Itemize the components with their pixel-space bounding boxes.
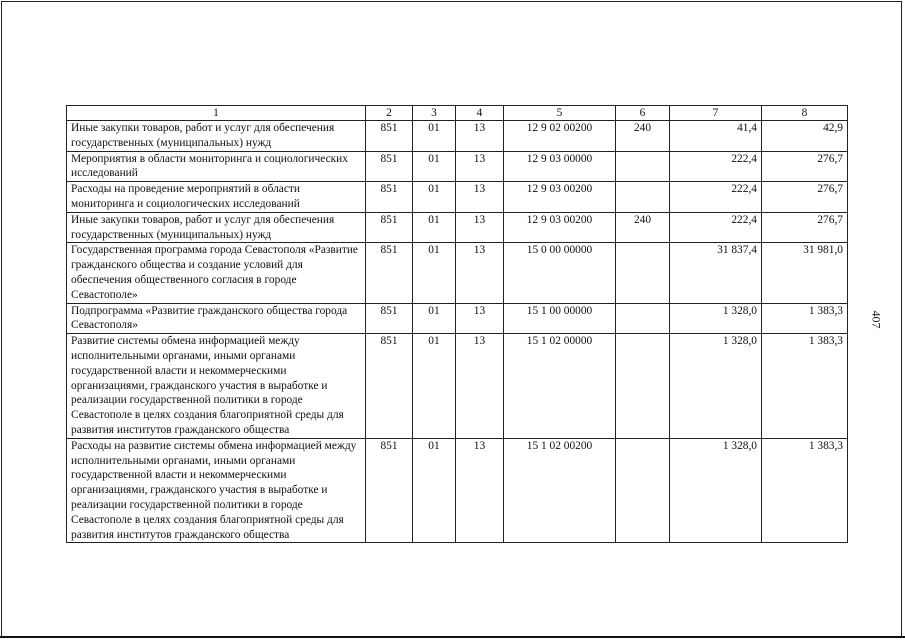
expense-name: Расходы на проведение мероприятий в области мониторинга и социологических исследований: [67, 182, 366, 213]
table-row: [67, 151, 848, 182]
amount-col-7: 222,4: [670, 212, 762, 243]
expense-type-code: [616, 438, 670, 543]
subsection-code: 13: [456, 438, 504, 543]
amount-col-8: 1 383,3: [762, 303, 848, 334]
expense-type-code: [616, 243, 670, 303]
amount-col-8: 276,7: [762, 212, 848, 243]
ministry-code: 851: [366, 151, 413, 182]
table-row: [67, 212, 848, 243]
column-header: 2: [366, 106, 413, 121]
amount-col-8: 276,7: [762, 151, 848, 182]
expense-name: Подпрограмма «Развитие гражданского общества города Севастополя»: [67, 303, 366, 334]
column-header: 4: [456, 106, 504, 121]
amount-col-8: 1 383,3: [762, 334, 848, 439]
subsection-code: 13: [456, 212, 504, 243]
expense-name: Иные закупки товаров, работ и услуг для обеспечения государственных (муниципальных) нужд: [67, 212, 366, 243]
column-header: 7: [670, 106, 762, 121]
ministry-code: 851: [366, 212, 413, 243]
ministry-code: 851: [366, 243, 413, 303]
section-code: 01: [413, 334, 456, 439]
column-header: 6: [616, 106, 670, 121]
section-code: 01: [413, 151, 456, 182]
ministry-code: 851: [366, 438, 413, 543]
target-article-code: 15 1 02 00000: [504, 334, 616, 439]
target-article-code: 15 1 02 00200: [504, 438, 616, 543]
table-row: [67, 121, 848, 152]
subsection-code: 13: [456, 334, 504, 439]
target-article-code: 12 9 02 00200: [504, 121, 616, 152]
amount-col-7: 1 328,0: [670, 334, 762, 439]
amount-col-7: 222,4: [670, 151, 762, 182]
expense-type-code: 240: [616, 121, 670, 152]
amount-col-7: 41,4: [670, 121, 762, 152]
target-article-code: 12 9 03 00200: [504, 182, 616, 213]
column-header: 3: [413, 106, 456, 121]
page-number: 407: [869, 310, 884, 329]
subsection-code: 13: [456, 151, 504, 182]
amount-col-7: 1 328,0: [670, 438, 762, 543]
table-row: [67, 303, 848, 334]
amount-col-8: 1 383,3: [762, 438, 848, 543]
target-article-code: 15 0 00 00000: [504, 243, 616, 303]
page-bottom-edge: [0, 636, 905, 638]
expense-name: Мероприятия в области мониторинга и социологических исследований: [67, 151, 366, 182]
table-row: [67, 243, 848, 303]
column-header: 8: [762, 106, 848, 121]
table-row: [67, 182, 848, 213]
expense-name: Иные закупки товаров, работ и услуг для обеспечения государственных (муниципальных) нужд: [67, 121, 366, 152]
section-code: 01: [413, 212, 456, 243]
table-row: [67, 438, 848, 543]
ministry-code: 851: [366, 182, 413, 213]
target-article-code: 15 1 00 00000: [504, 303, 616, 334]
column-header: 5: [504, 106, 616, 121]
amount-col-8: 276,7: [762, 182, 848, 213]
amount-col-8: 31 981,0: [762, 243, 848, 303]
amount-col-7: 31 837,4: [670, 243, 762, 303]
subsection-code: 13: [456, 243, 504, 303]
column-header: 1: [67, 106, 366, 121]
amount-col-8: 42,9: [762, 121, 848, 152]
subsection-code: 13: [456, 182, 504, 213]
ministry-code: 851: [366, 121, 413, 152]
section-code: 01: [413, 182, 456, 213]
target-article-code: 12 9 03 00200: [504, 212, 616, 243]
section-code: 01: [413, 121, 456, 152]
section-code: 01: [413, 303, 456, 334]
expense-type-code: [616, 303, 670, 334]
expense-name: Расходы на развитие системы обмена информацией между исполнительными органами, иными органами государственной власти и некоммерческими организациями, гражданского участия в выработке и реализации государственной политики в городе Севастополе в целях создания благоприятной среды для развития институтов гражданского общества: [67, 438, 366, 543]
expense-type-code: 240: [616, 212, 670, 243]
ministry-code: 851: [366, 303, 413, 334]
expense-type-code: [616, 182, 670, 213]
amount-col-7: 222,4: [670, 182, 762, 213]
expense-name: Государственная программа города Севастополя «Развитие гражданского общества и создание условий для обеспечения общественного согласия в городе Севастополе»: [67, 243, 366, 303]
expense-type-code: [616, 334, 670, 439]
budget-table: [66, 105, 848, 543]
section-code: 01: [413, 438, 456, 543]
subsection-code: 13: [456, 121, 504, 152]
ministry-code: 851: [366, 334, 413, 439]
section-code: 01: [413, 243, 456, 303]
table-header-row: [67, 106, 848, 121]
amount-col-7: 1 328,0: [670, 303, 762, 334]
expense-type-code: [616, 151, 670, 182]
table-row: [67, 334, 848, 439]
subsection-code: 13: [456, 303, 504, 334]
expense-name: Развитие системы обмена информацией между исполнительными органами, иными органами государственной власти и некоммерческими организациями, гражданского участия в выработке и реализации государственной политики в городе Севастополе в целях создания благоприятной среды для развития институтов гражданского общества: [67, 334, 366, 439]
target-article-code: 12 9 03 00000: [504, 151, 616, 182]
